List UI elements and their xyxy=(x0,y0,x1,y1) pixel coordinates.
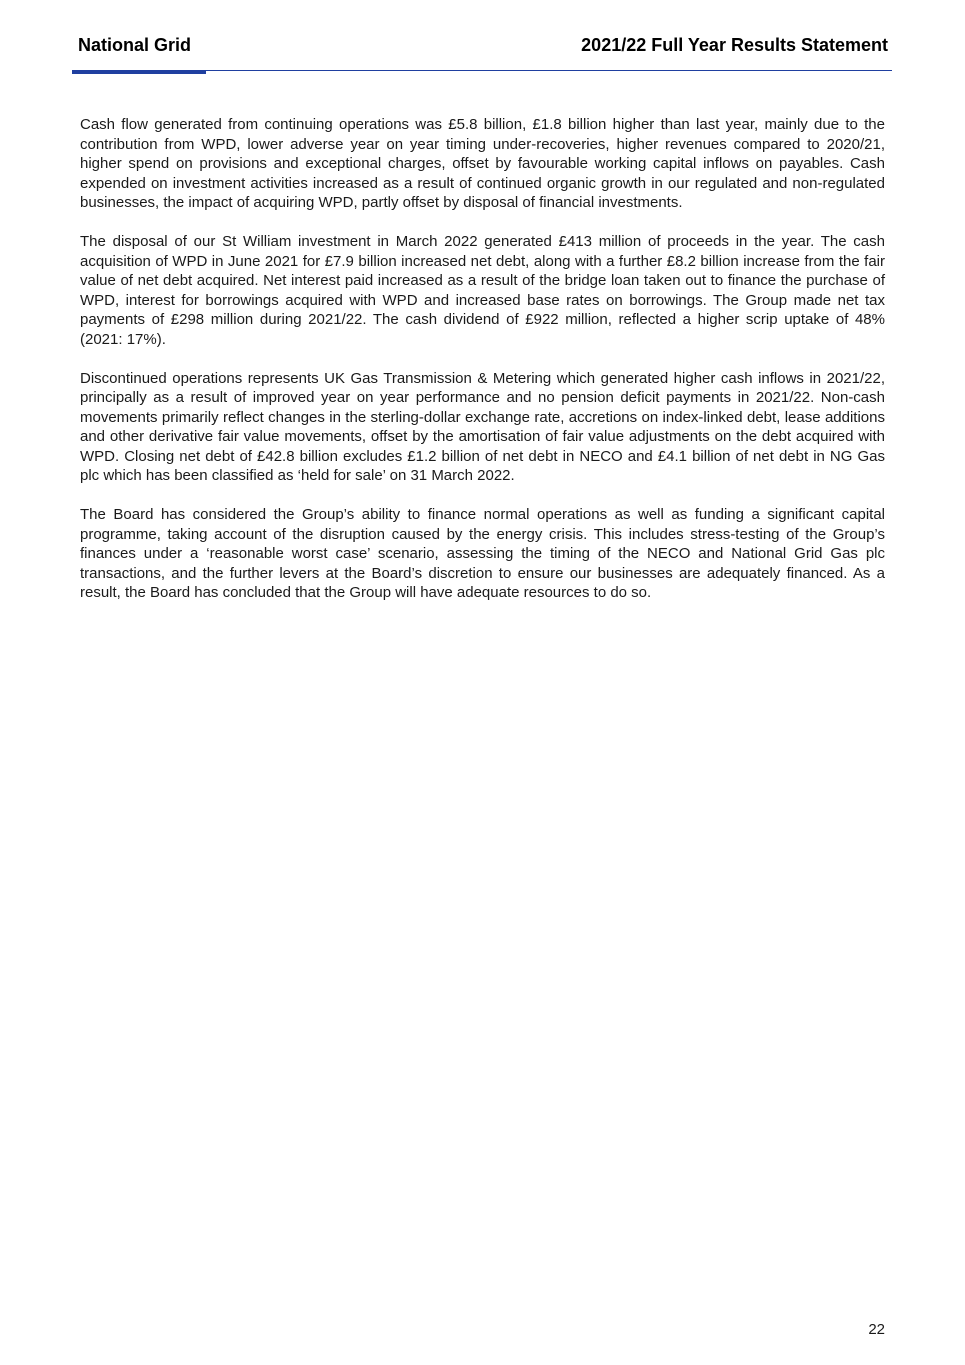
paragraph-cash-flow: Cash flow generated from continuing operations was £5.8 billion, £1.8 billion higher than last year, mainly due to the contribution from WPD, lower adverse year on year timing under-recoveries, higher revenues compared to 2020/21, higher spend on provisions and exceptional charges, offset by favourable working capital inflows on payables. Cash expended on investment activities increased as a result of continued organic growth in our regulated and non-regulated businesses, the impact of acquiring WPD, partly offset by disposal of financial investments. xyxy=(80,116,885,211)
document-title: 2021/22 Full Year Results Statement xyxy=(581,35,888,55)
page-header xyxy=(72,32,892,72)
paragraph-board-going-concern: The Board has considered the Group’s ability to finance normal operations as well as funding a significant capital programme, taking account of the disruption caused by the energy crisis. This includes stress-testing of the Group’s finances under a ‘reasonable worst case’ scenario, assessing the timing of the NECO and National Grid Gas plc transactions, and the further levers at the Board’s discretion to ensure our businesses are adequately financed. As a result, the Board has concluded that the Group will have adequate resources to do so. xyxy=(80,506,885,601)
body-content xyxy=(80,115,885,622)
header-accent-bar xyxy=(72,70,206,74)
paragraph-disposal: The disposal of our St William investment in March 2022 generated £413 million of proceeds in the year. The cash acquisition of WPD in June 2021 for £7.9 billion increased net debt, along with a further £8.2 billion increase from the fair value of net debt acquired. Net interest paid increased as a result of the bridge loan taken out to finance the purchase of WPD, interest for borrowings acquired with WPD and increased base rates on borrowings. The Group made net tax payments of £298 million during 2021/22. The cash dividend of £922 million, reflected a higher scrip uptake of 48% (2021: 17%). xyxy=(80,233,885,348)
company-name: National Grid xyxy=(78,35,192,55)
paragraph-discontinued-operations: Discontinued operations represents UK Gas Transmission & Metering which generated higher cash inflows in 2021/22, principally as a result of improved year on year performance and no pension deficit payments in 2021/22. Non-cash movements primarily reflect changes in the sterling-dollar exchange rate, accretions on index-linked debt, lease additions and other derivative fair value movements, offset by the amortisation of fair value adjustments on the debt acquired with WPD. Closing net debt of £42.8 billion excludes £1.2 billion of net debt in NECO and £4.1 billion of net debt in NG Gas plc which has been classified as ‘held for sale’ on 31 March 2022. xyxy=(80,369,885,484)
page-number: 22 xyxy=(868,1321,885,1338)
